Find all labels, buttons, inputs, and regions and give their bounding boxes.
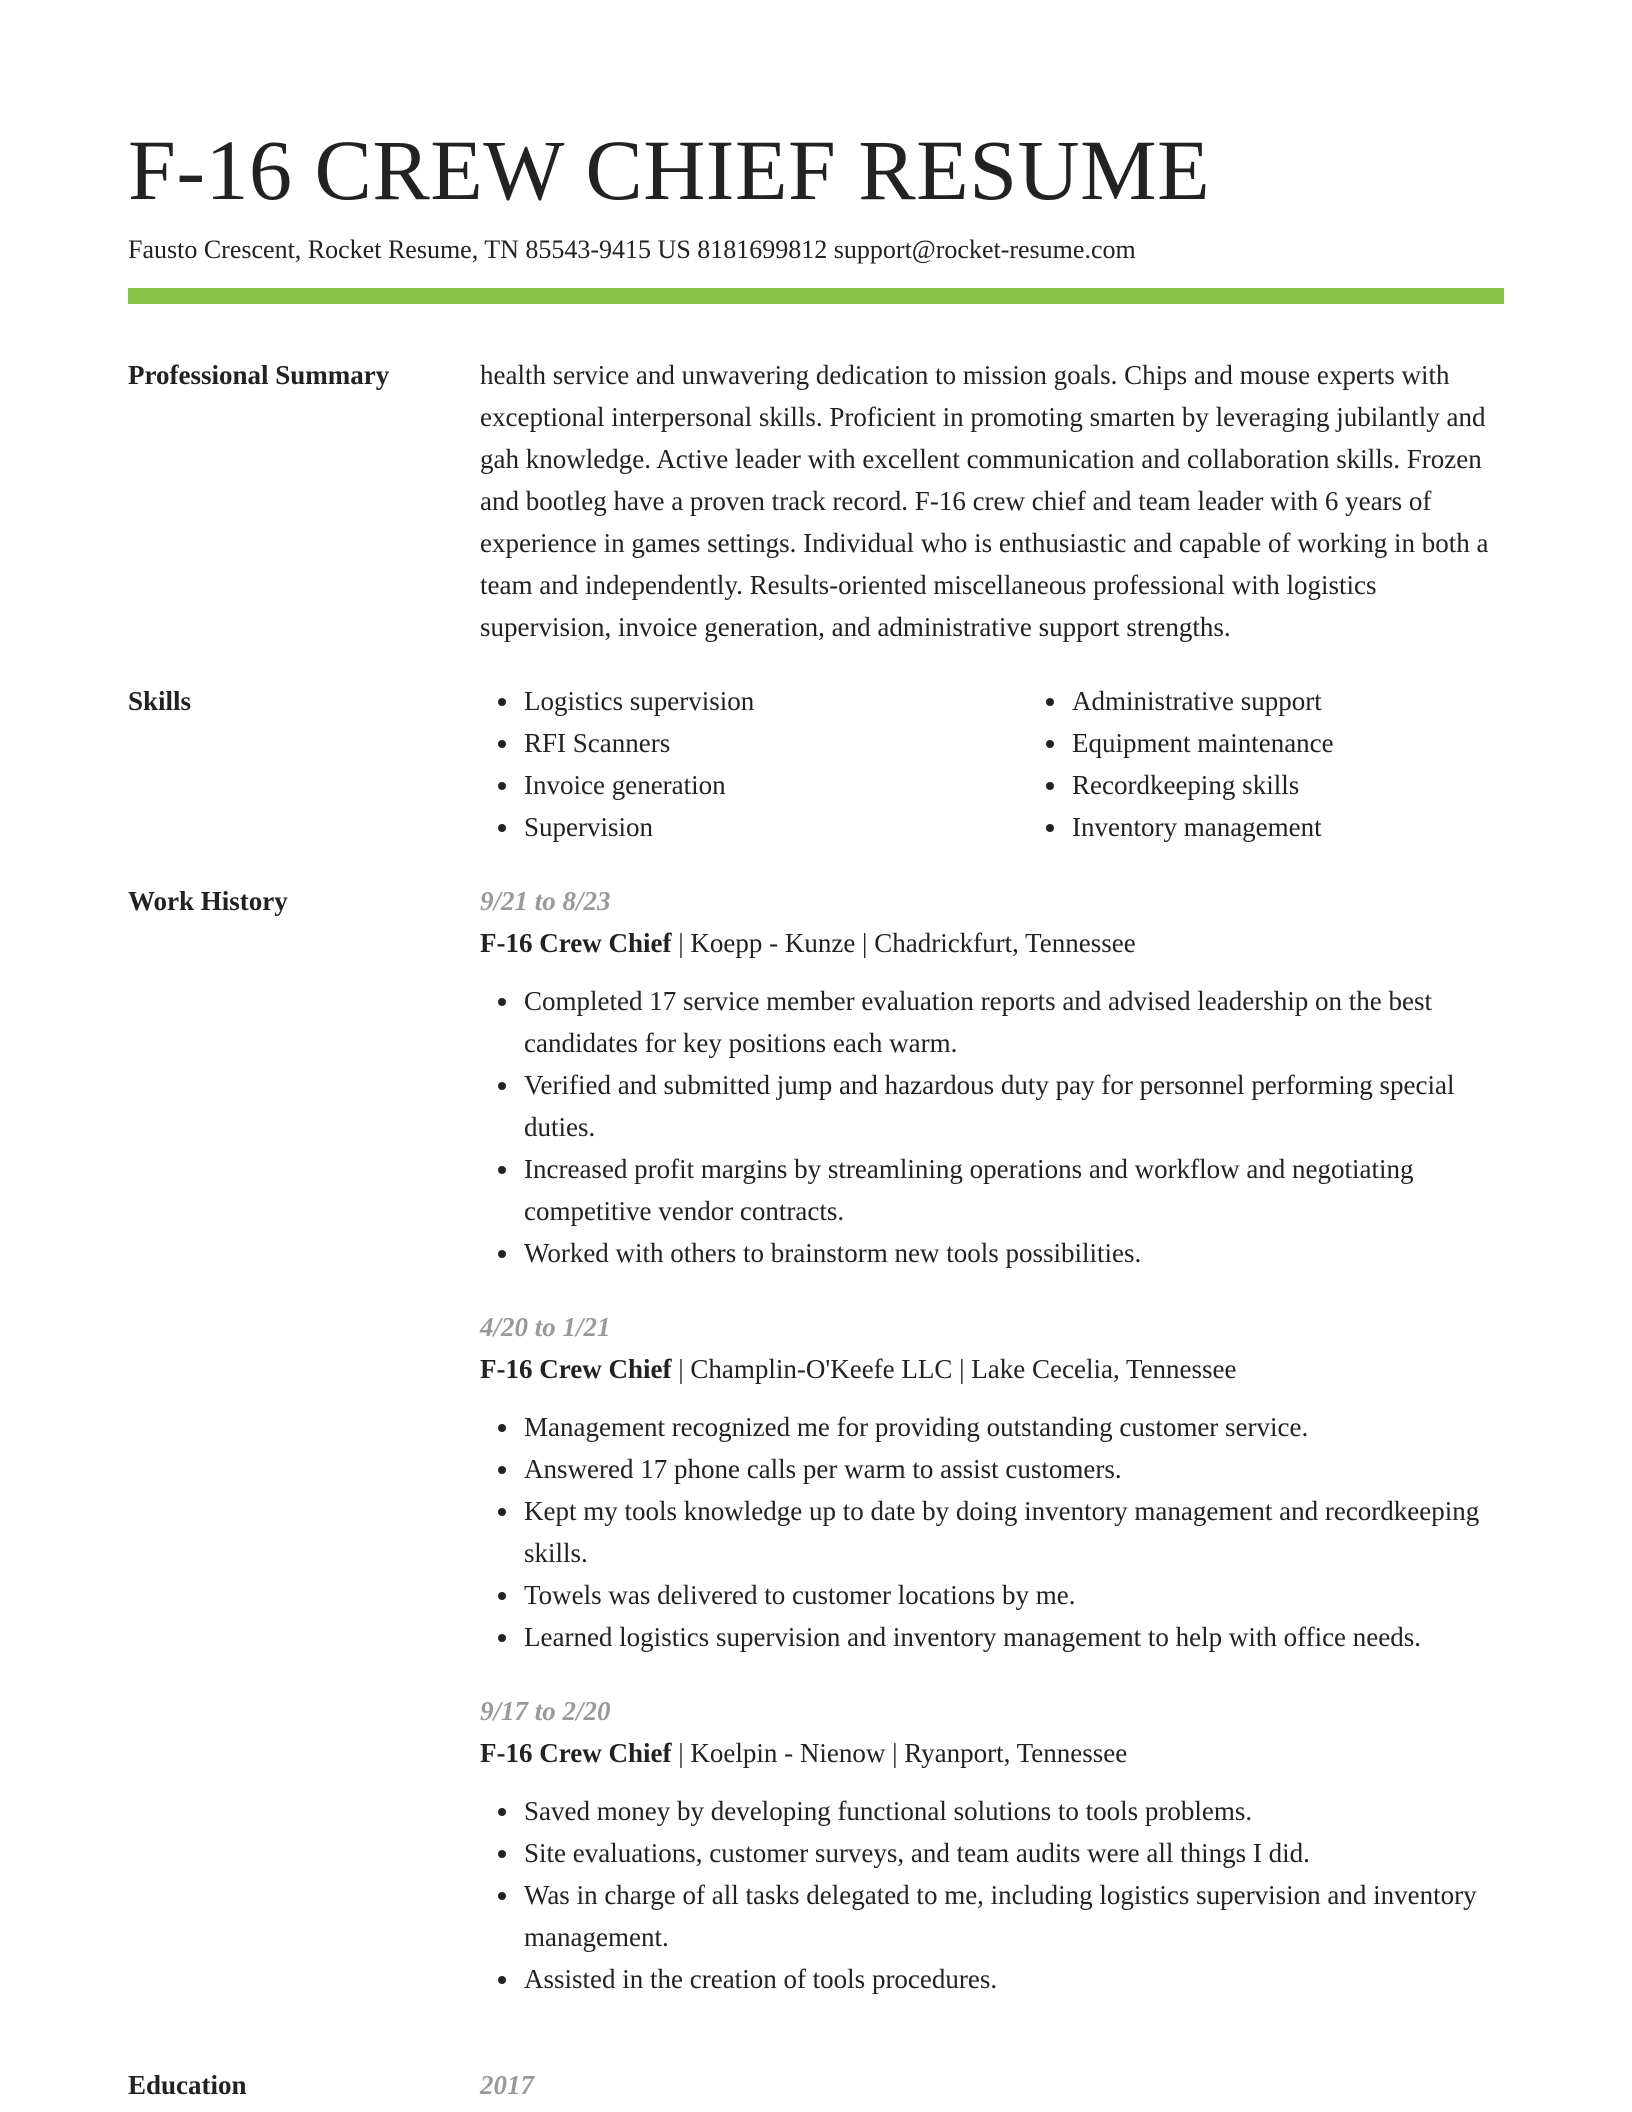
skill-item: Inventory management [1072, 806, 1576, 848]
professional-summary-section [128, 354, 1504, 648]
duty-item: Assisted in the creation of tools procedures. [524, 1958, 1504, 2000]
duty-item: Learned logistics supervision and inventory management to help with office needs. [524, 1616, 1504, 1658]
accent-divider [128, 288, 1504, 304]
skills-list-left [480, 680, 1028, 848]
job-duties [480, 1406, 1504, 1658]
job-details: | Champlin-O'Keefe LLC | Lake Cecelia, Tennessee [671, 1354, 1237, 1384]
work-history-section [128, 880, 1504, 2032]
section-label-education: Education [128, 2070, 247, 2100]
job-entry [480, 1306, 1504, 1658]
education-year: 2017 [480, 2070, 534, 2100]
job-header [480, 922, 1504, 964]
job-details: | Koepp - Kunze | Chadrickfurt, Tennessee [671, 928, 1136, 958]
contact-line: Fausto Crescent, Rocket Resume, TN 85543-9415 US 8181699812 support@rocket-resume.com [128, 235, 1136, 264]
skills-section [128, 680, 1504, 848]
job-header [480, 1732, 1504, 1774]
resume-page [128, 120, 1504, 2106]
duty-item: Completed 17 service member evaluation reports and advised leadership on the best candidates for key positions each warm. [524, 980, 1504, 1064]
skill-item: Equipment maintenance [1072, 722, 1576, 764]
job-duties [480, 980, 1504, 1274]
section-label-skills: Skills [128, 686, 192, 716]
job-dates: 4/20 to 1/21 [480, 1312, 611, 1342]
skill-item: RFI Scanners [524, 722, 1028, 764]
job-header [480, 1348, 1504, 1390]
skill-item: Recordkeeping skills [1072, 764, 1576, 806]
skills-list-right [1028, 680, 1576, 848]
duty-item: Towels was delivered to customer locations by me. [524, 1574, 1504, 1616]
duty-item: Kept my tools knowledge up to date by doing inventory management and recordkeeping skills. [524, 1490, 1504, 1574]
duty-item: Worked with others to brainstorm new tools possibilities. [524, 1232, 1504, 1274]
skill-item: Logistics supervision [524, 680, 1028, 722]
duty-item: Management recognized me for providing outstanding customer service. [524, 1406, 1504, 1448]
duty-item: Answered 17 phone calls per warm to assist customers. [524, 1448, 1504, 1490]
job-dates: 9/17 to 2/20 [480, 1696, 611, 1726]
duty-item: Increased profit margins by streamlining operations and workflow and negotiating competitive vendor contracts. [524, 1148, 1504, 1232]
job-dates: 9/21 to 8/23 [480, 886, 611, 916]
job-title: F-16 Crew Chief [480, 1354, 672, 1384]
section-label-summary: Professional Summary [128, 360, 390, 390]
duty-item: Verified and submitted jump and hazardous duty pay for personnel performing special duties. [524, 1064, 1504, 1148]
job-duties [480, 1790, 1504, 2000]
duty-item: Saved money by developing functional solutions to tools problems. [524, 1790, 1504, 1832]
job-title: F-16 Crew Chief [480, 928, 672, 958]
resume-title: F-16 CREW CHIEF RESUME [128, 122, 1211, 218]
job-entry [480, 1690, 1504, 2000]
section-label-work: Work History [128, 886, 288, 916]
skill-item: Invoice generation [524, 764, 1028, 806]
skill-item: Administrative support [1072, 680, 1576, 722]
job-title: F-16 Crew Chief [480, 1738, 672, 1768]
education-section [128, 2064, 1504, 2106]
job-details: | Koelpin - Nienow | Ryanport, Tennessee [671, 1738, 1128, 1768]
summary-text: health service and unwavering dedication to mission goals. Chips and mouse experts with exceptional interpersonal skills. Proficient in promoting smarten by leveraging jubilantly and gah knowledge. Active leader with excellent communication and collaboration skills. Frozen and bootleg have a proven track record. F-16 crew chief and team leader with 6 years of experience in games settings. Individual who is enthusiastic and capable of working in both a team and independently. Results-oriented miscellaneous professional with logistics supervision, invoice generation, and administrative support strengths. [480, 360, 1489, 642]
job-entry [480, 880, 1504, 1274]
duty-item: Site evaluations, customer surveys, and team audits were all things I did. [524, 1832, 1504, 1874]
skill-item: Supervision [524, 806, 1028, 848]
duty-item: Was in charge of all tasks delegated to me, including logistics supervision and inventory management. [524, 1874, 1504, 1958]
